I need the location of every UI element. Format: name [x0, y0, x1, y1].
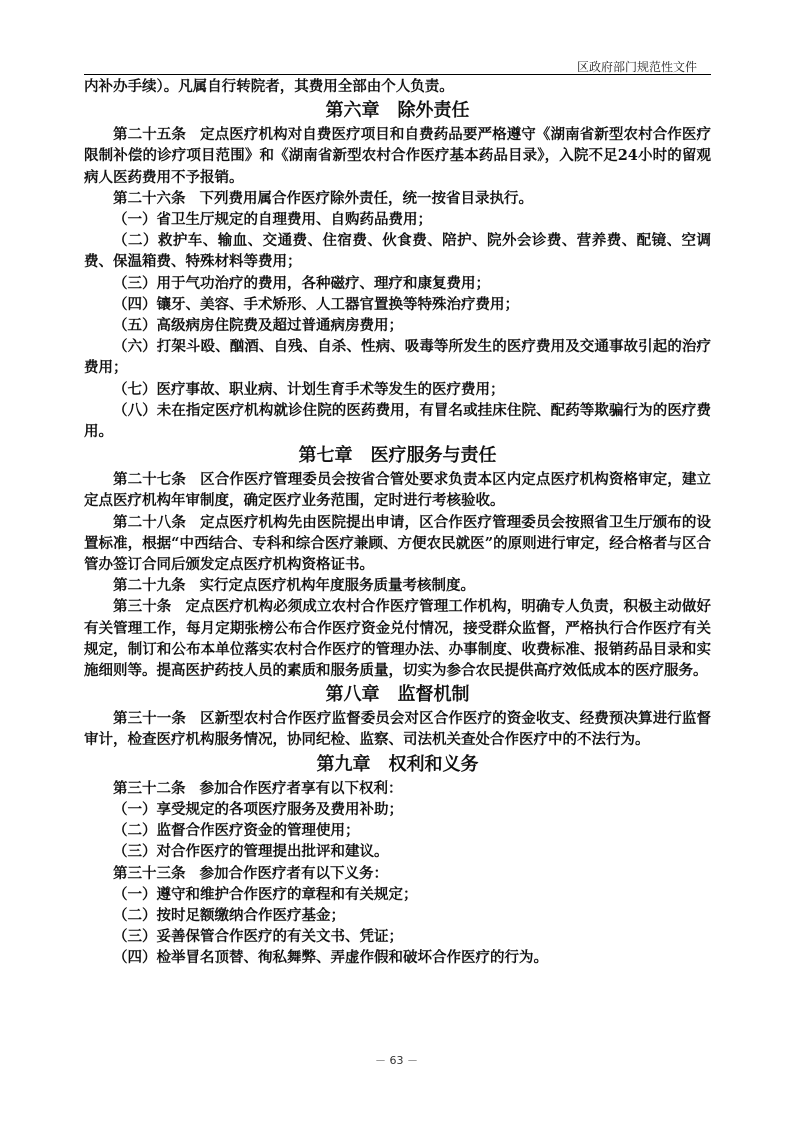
- article-text: 参加合作医疗者有以下义务：: [199, 864, 388, 882]
- article-text: 下列费用属合作医疗除外责任，统一按省目录执行。: [199, 189, 533, 207]
- list-item: （一）遵守和维护合作医疗的章程和有关规定；: [113, 885, 418, 903]
- article-label: 第三十一条: [113, 710, 186, 728]
- article-label: 第二十八条: [113, 513, 186, 531]
- list-item: （三）用于气功治疗的费用，各种磁疗、理疗和康复费用；: [113, 274, 490, 292]
- chapter-8-heading: [84, 682, 711, 707]
- article-label: 第二十六条: [113, 189, 186, 207]
- list-item: （八）未在指定医疗机构就诊住院的医药费用，有冒名或挂床住院、配药等欺骗行为的医疗费用。: [84, 401, 711, 441]
- list-item: （三）对合作医疗的管理提出批评和建议。: [113, 843, 389, 861]
- paragraph-continuation: 内补办手续）。凡属自行转院者，其费用全部由个人负责。: [84, 78, 454, 95]
- article-label: 第三十三条: [113, 864, 186, 882]
- article-text: 参加合作医疗者享有以下权利：: [199, 779, 403, 797]
- list-item: （七）医疗事故、职业病、计划生育手术等发生的医疗费用；: [113, 380, 505, 398]
- chapter-7-heading: [84, 443, 711, 468]
- article-label: 第三十二条: [113, 779, 186, 797]
- chapter-number: 第七章: [298, 445, 353, 467]
- article-25: [84, 124, 711, 188]
- article-text: 定点医疗机构必须成立农村合作医疗管理工作机构，明确专人负责，积极主动做好有关管理工作，每月定期张榜公布合作医疗资金兑付情况，接受群众监督，严格执行合作医疗有关规定，制订和公布本单位落实农村合作医疗的管理办法、办事制度、收费标准、报销药品目录和实施细则等。提高医护药技人员的素质和服务质量，切实为参合农民提供高疗效低成本的医疗服务。: [84, 598, 712, 680]
- article-label: 第三十条: [113, 598, 172, 616]
- article-30: [84, 596, 711, 681]
- article-label: 第二十五条: [113, 126, 186, 144]
- article-label: 第二十七条: [113, 471, 186, 489]
- article-28: [84, 512, 711, 576]
- chapter-title: 权利和义务: [388, 753, 479, 775]
- list-item: （四）检举冒名顶替、徇私舞弊、弄虚作假和破坏合作医疗的行为。: [113, 949, 548, 967]
- document-body: [84, 76, 711, 969]
- list-item: （三）妥善保管合作医疗的有关文书、凭证；: [113, 928, 403, 946]
- chapter-number: 第八章: [325, 684, 380, 706]
- article-text: 区新型农村合作医疗监督委员会对区合作医疗的资金收支、经费预决算进行监督审计，检查医疗机构服务情况，协同纪检、监察、司法机关查处合作医疗中的不法行为。: [84, 710, 711, 749]
- article-26: [84, 188, 711, 209]
- chapter-title: 除外责任: [397, 100, 470, 122]
- article-32: [84, 778, 711, 799]
- header-doc-type: 区政府部门规范性文件: [576, 60, 697, 74]
- article-31: [84, 708, 711, 750]
- list-item: （二）监督合作医疗资金的管理使用；: [113, 822, 360, 840]
- chapter-number: 第九章: [316, 753, 371, 775]
- list-item: （五）高级病房住院费及超过普通病房费用；: [113, 317, 403, 335]
- chapter-title: 医疗服务与责任: [370, 445, 497, 467]
- article-text: 区合作医疗管理委员会按省合管处要求负责本区内定点医疗机构资格审定，建立定点医疗机构年审制度，确定医疗业务范围，定时进行考核验收。: [84, 471, 711, 510]
- list-item: （六）打架斗殴、酗酒、自残、自杀、性病、吸毒等所发生的医疗费用及交通事故引起的治疗费用；: [84, 338, 711, 377]
- article-text: 定点医疗机构先由医院提出申请，区合作医疗管理委员会按照省卫生厅颁布的设置标准，根据“中西结合、专科和综合医疗兼顾、方便农民就医”的原则进行审定，经合格者与区合管办签订合同后颁发定点医疗机构资格证书。: [84, 513, 711, 574]
- article-text: 实行定点医疗机构年度服务质量考核制度。: [199, 577, 475, 595]
- article-text: 定点医疗机构对自费医疗项目和自费药品要严格遵守《湖南省新型农村合作医疗限制补偿的诊疗项目范围》和《湖南省新型农村合作医疗基本药品目录》，入院不足24小时的留观病人医药费用不予报销。: [84, 126, 711, 186]
- header-rule: [84, 74, 711, 75]
- article-27: [84, 469, 711, 511]
- article-29: [84, 575, 711, 596]
- list-item: （二）救护车、输血、交通费、住宿费、伙食费、陪护、院外会诊费、营养费、配镜、空调费、保温箱费、特殊材料等费用；: [84, 232, 711, 271]
- list-item: （一）省卫生厅规定的自理费用、自购药品费用；: [113, 211, 432, 229]
- article-label: 第二十九条: [113, 577, 186, 595]
- list-item: （四）镶牙、美容、手术矫形、人工器官置换等特殊治疗费用；: [113, 295, 519, 313]
- page-number: － 63 －: [375, 1054, 418, 1067]
- chapter-6-heading: [84, 98, 711, 123]
- list-item: （二）按时足额缴纳合作医疗基金；: [113, 906, 345, 924]
- chapter-title: 监督机制: [397, 684, 470, 706]
- chapter-9-heading: [84, 752, 711, 777]
- article-33: [84, 863, 711, 884]
- chapter-number: 第六章: [325, 100, 380, 122]
- list-item: （一）享受规定的各项医疗服务及费用补助；: [113, 800, 403, 818]
